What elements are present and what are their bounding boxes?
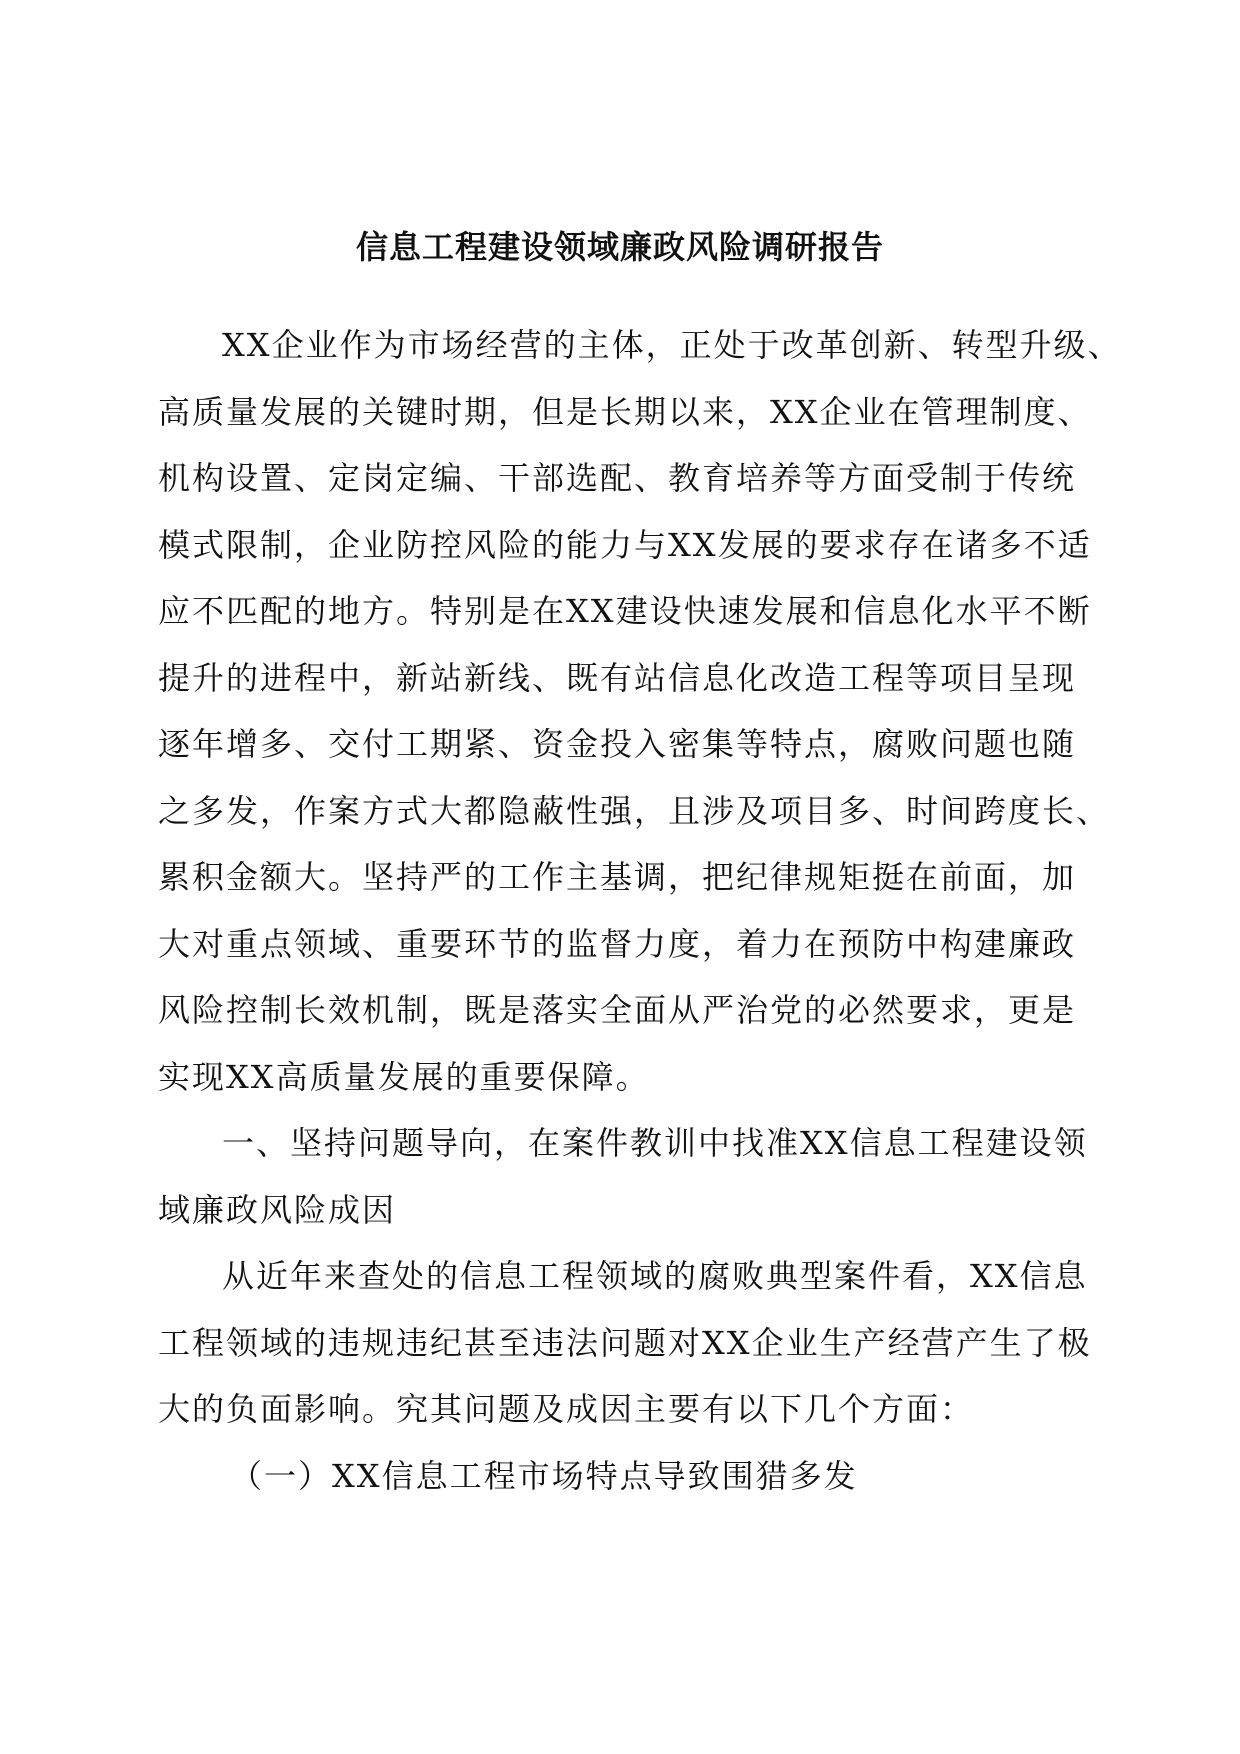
paragraph-line: 提升的进程中，新站新线、既有站信息化改造工程等项目呈现 bbox=[158, 658, 1077, 697]
paragraph-line: 大的负面影响。究其问题及成因主要有以下几个方面： bbox=[158, 1390, 975, 1428]
paragraph-line: 累积金额大。坚持严的工作主基调，把纪律规矩挺在前面，加 bbox=[158, 858, 1077, 896]
paragraph-line: 工程领域的违规违纪甚至违法问题对XX企业生产经营产生了极 bbox=[158, 1323, 1092, 1362]
subheading-1: （一）XX信息工程市场特点导致围猎多发 bbox=[230, 1456, 858, 1495]
paragraph-causes bbox=[158, 1243, 1092, 1443]
paragraph-line: 模式限制，企业防控风险的能力与XX发展的要求存在诸多不适 bbox=[158, 525, 1092, 564]
paragraph-line: 从近年来查处的信息工程领域的腐败典型案件看，XX信息 bbox=[222, 1257, 1088, 1295]
paragraph-line: 逐年增多、交付工期紧、资金投入密集等特点，腐败问题也随 bbox=[158, 725, 1077, 763]
paragraph-line: 之多发，作案方式大都隐蔽性强，且涉及项目多、时间跨度长、 bbox=[158, 791, 1111, 830]
paragraph-line: 实现XX高质量发展的重要保障。 bbox=[158, 1057, 650, 1096]
section-heading-1 bbox=[158, 1110, 1088, 1243]
paragraph-line: 机构设置、定岗定编、干部选配、教育培养等方面受制于传统 bbox=[158, 459, 1077, 497]
paragraph-intro bbox=[158, 312, 1122, 1110]
heading-line: 域廉政风险成因 bbox=[158, 1190, 397, 1229]
heading-line: 一、坚持问题导向，在案件教训中找准XX信息工程建设领 bbox=[222, 1124, 1088, 1162]
document-body bbox=[158, 312, 1122, 1509]
document-title: 信息工程建设领域廉政风险调研报告 bbox=[355, 228, 884, 266]
paragraph-line: 风险控制长效机制，既是落实全面从严治党的必然要求，更是 bbox=[158, 991, 1077, 1029]
paragraph-line: 高质量发展的关键时期，但是长期以来，XX企业在管理制度、 bbox=[158, 392, 1092, 431]
paragraph-line: 大对重点领域、重要环节的监督力度，着力在预防中构建廉政 bbox=[158, 924, 1077, 963]
paragraph-line: XX企业作为市场经营的主体，正处于改革创新、转型升级、 bbox=[222, 326, 1122, 364]
paragraph-line: 应不匹配的地方。特别是在XX建设快速发展和信息化水平不断 bbox=[158, 592, 1092, 630]
